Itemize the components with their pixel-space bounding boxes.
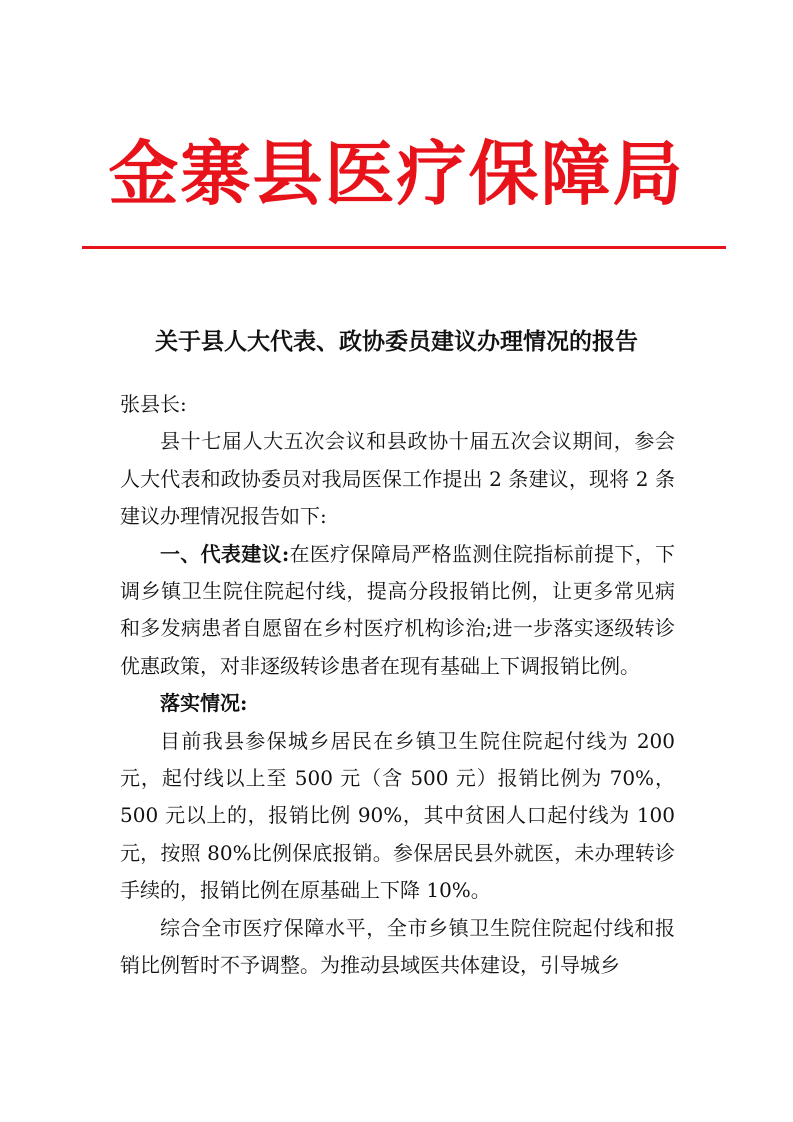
suggestion-paragraph (120, 536, 675, 686)
document-title: 关于县人大代表、政协委员建议办理情况的报告 (155, 328, 638, 355)
summary-paragraph: 综合全市医疗保障水平，全市乡镇卫生院住院起付线和报销比例暂时不予调整。为推动县域医共体建设，引导城乡 (120, 915, 675, 978)
masthead-title: 金寨县医疗保障局 (108, 132, 685, 215)
suggestion-text: 在医疗保障局严格监测住院指标前提下，下调乡镇卫生院住院起付线，提高分段报销比例，让更多常见病和多发病患者自愿留在乡村医疗机构诊治;进一步落实逐级转诊优惠政策，对非逐级转诊患者在现有基础上下调报销比例。 (120, 541, 676, 678)
implementation-paragraph: 目前我县参保城乡居民在乡镇卫生院住院起付线为 200 元，起付线以上至 500 元（含 500 元）报销比例为 70%，500 元以上的，报销比例 90%，其中贫困人口起付线为 100 元，按照 80%比例保底报销。参保居民县外就医，未办理转诊手续的，报销比例在原基础上下降 10%。 (120, 728, 675, 903)
salutation: 张县长: (120, 392, 187, 416)
implementation-heading: 落实情况: (160, 691, 248, 716)
intro-paragraph: 县十七届人大五次会议和县政协十届五次会议期间，参会人大代表和政协委员对我局医保工作提出 2 条建议，现将 2 条建议办理情况报告如下: (120, 429, 675, 529)
red-divider-line (82, 246, 726, 249)
suggestion-heading: 一、代表建议: (160, 541, 290, 566)
document-body (120, 386, 675, 985)
